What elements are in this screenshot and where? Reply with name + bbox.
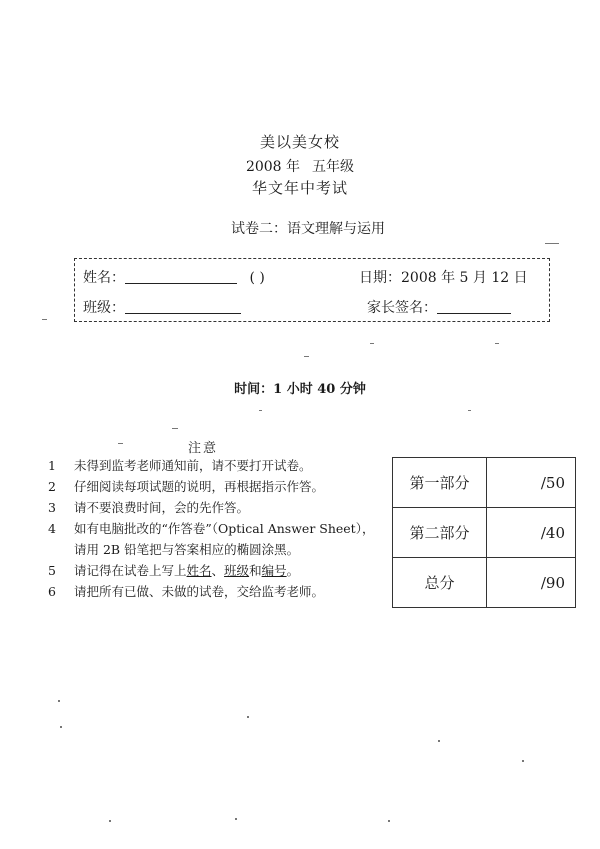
scan-speck (495, 343, 499, 344)
scan-speck (172, 428, 178, 429)
class-label: 班级： (83, 300, 125, 316)
scan-speck (235, 818, 237, 820)
scan-speck (468, 410, 471, 411)
date-value: 2008 年 5 月 12 日 (401, 270, 528, 286)
scan-speck (58, 700, 60, 702)
section-label: 第一部分 (393, 458, 487, 508)
paper-title: 试卷二：语文理解与运用 (231, 221, 385, 237)
instruction-item: 5 请记得在试卷上写上姓名、班级和编号。 (48, 563, 300, 578)
scan-speck (545, 243, 559, 244)
name-label: 姓名： (83, 270, 125, 286)
scan-speck (118, 443, 123, 444)
scan-speck (42, 319, 47, 320)
year-grade-line (0, 156, 600, 176)
scan-speck (304, 356, 309, 357)
school-name: 美以美女校 (259, 133, 340, 151)
exam-duration: 时间：1 小时 40 分钟 (234, 382, 366, 397)
instruction-item: 4 如有电脑批改的“作答卷”（Optical Answer Sheet），请用 2B 铅笔把与答案相应的椭圆涂黑。 (48, 521, 375, 557)
section-score[interactable]: /40 (487, 508, 576, 558)
score-table (392, 457, 576, 608)
parent-signature-row (367, 297, 511, 317)
scan-speck (388, 820, 390, 822)
name-row (83, 267, 265, 287)
scan-speck (522, 760, 524, 762)
instruction-item: 6 请把所有已做、未做的试卷，交给监考老师。 (48, 584, 325, 599)
name-blank[interactable] (125, 283, 237, 284)
grade: 五年级 (312, 159, 355, 175)
total-label: 总分 (393, 558, 487, 608)
score-row (393, 458, 576, 508)
student-info-box (74, 258, 550, 322)
instruction-item: 1 未得到监考老师通知前，请不要打开试卷。 (48, 458, 312, 473)
scan-speck (259, 410, 262, 411)
total-score[interactable]: /90 (487, 558, 576, 608)
exam-year: 2008 年 (245, 159, 301, 175)
date-label: 日期： (359, 270, 401, 286)
class-blank[interactable] (125, 313, 241, 314)
instructions-list (48, 455, 378, 602)
score-row (393, 508, 576, 558)
scan-speck (438, 740, 440, 742)
parent-signature-label: 家长签名： (367, 300, 437, 316)
date-row (359, 267, 528, 287)
scan-speck (109, 820, 111, 822)
notice-title: 注意 (188, 441, 219, 456)
class-row (83, 297, 241, 317)
parent-signature-blank[interactable] (437, 313, 511, 314)
instruction-item: 2 仔细阅读每项试题的说明，再根据指示作答。 (48, 479, 325, 494)
scan-speck (247, 716, 249, 718)
section-label: 第二部分 (393, 508, 487, 558)
score-row (393, 558, 576, 608)
scan-speck (60, 726, 62, 728)
instruction-item: 3 请不要浪费时间，会的先作答。 (48, 500, 250, 515)
class-number-parens[interactable]: ( ) (249, 270, 265, 286)
exam-title: 华文年中考试 (251, 179, 348, 197)
section-score[interactable]: /50 (487, 458, 576, 508)
scan-speck (370, 343, 374, 344)
